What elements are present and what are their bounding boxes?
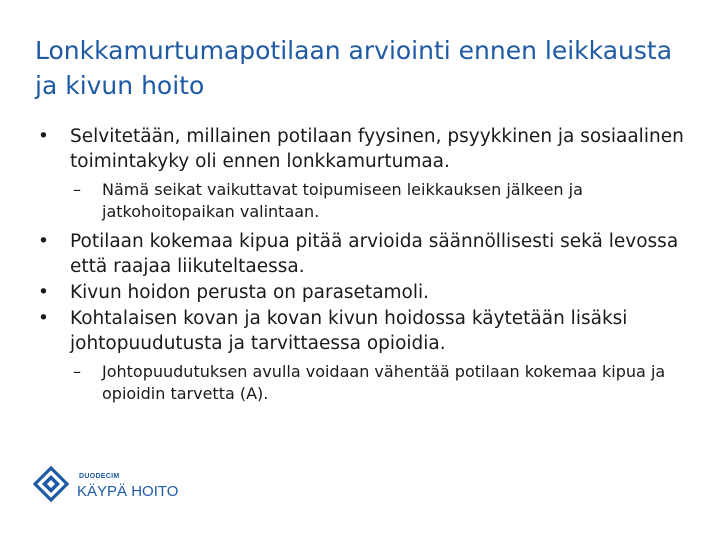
dash-marker: – — [73, 362, 81, 381]
logo-main-text: KÄYPÄ HOITO — [77, 483, 178, 500]
sub-bullet-text: Nämä seikat vaikuttavat toipumiseen leikkauksen jälkeen ja jatkohoitopaikan valintaan. — [102, 180, 583, 221]
bullet-text: Kohtalaisen kovan ja kovan kivun hoidossa käytetään lisäksi johtopuudutusta ja tarvittaessa opioidia. — [70, 308, 628, 354]
slide-content — [33, 124, 703, 411]
slide-title: Lonkkamurtumapotilaan arviointi ennen leikkausta ja kivun hoito — [35, 36, 673, 100]
sub-bullet-item — [33, 179, 703, 223]
bullet-text: Kivun hoidon perusta on parasetamoli. — [70, 282, 430, 303]
logo-graphic — [33, 466, 178, 510]
bullet-marker: • — [38, 126, 49, 147]
bullet-marker: • — [38, 308, 49, 329]
diamond-logo-icon — [35, 468, 67, 500]
bullet-marker: • — [38, 282, 49, 303]
kaypa-hoito-logo — [33, 466, 178, 510]
bullet-marker: • — [38, 231, 49, 252]
bullet-text: Selvitetään, millainen potilaan fyysinen, psyykkinen ja sosiaalinen toimintakyky oli ennen lonkkamurtumaa. — [70, 126, 684, 172]
bullet-item — [33, 280, 703, 305]
bullet-text: Potilaan kokemaa kipua pitää arvioida säännöllisesti sekä levossa että raajaa liikuteltaessa. — [70, 231, 679, 277]
dash-marker: – — [73, 180, 81, 199]
logo-top-text: DUODECIM — [79, 473, 120, 480]
sub-bullet-item — [33, 361, 703, 405]
bullet-item — [33, 124, 703, 174]
bullet-item — [33, 306, 703, 356]
sub-bullet-text: Johtopuudutuksen avulla voidaan vähentää potilaan kokemaa kipua ja opioidin tarvetta (A). — [102, 362, 666, 403]
bullet-item — [33, 229, 703, 279]
